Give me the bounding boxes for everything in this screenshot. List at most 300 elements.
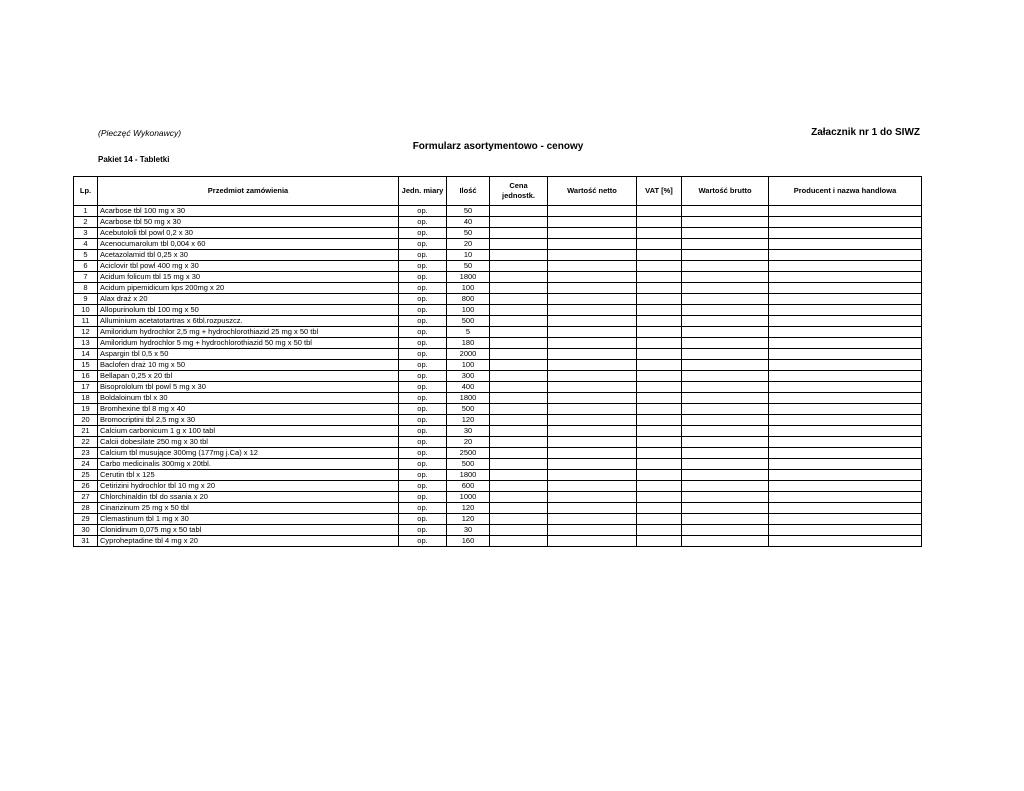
net-value-cell[interactable] xyxy=(548,393,637,404)
quantity: 30 xyxy=(447,426,490,437)
row-number: 7 xyxy=(74,272,98,283)
item-name: Bisoprololum tbl powl 5 mg x 30 xyxy=(98,382,399,393)
table-row xyxy=(74,305,922,316)
vat-cell[interactable] xyxy=(637,338,682,349)
quantity: 2500 xyxy=(447,448,490,459)
producer-cell[interactable] xyxy=(769,426,922,437)
unit-of-measure: op. xyxy=(399,492,447,503)
row-number: 26 xyxy=(74,481,98,492)
item-name: Calcium tbl musujące 300mg (177mg j.Ca) x 12 xyxy=(98,448,399,459)
table-row xyxy=(74,514,922,525)
unit-price-cell[interactable] xyxy=(490,415,548,426)
table-row xyxy=(74,261,922,272)
net-value-cell[interactable] xyxy=(548,250,637,261)
gross-value-cell[interactable] xyxy=(682,404,769,415)
unit-price-cell[interactable] xyxy=(490,316,548,327)
vat-cell[interactable] xyxy=(637,404,682,415)
producer-cell[interactable] xyxy=(769,294,922,305)
unit-price-cell[interactable] xyxy=(490,393,548,404)
row-number: 20 xyxy=(74,415,98,426)
row-number: 19 xyxy=(74,404,98,415)
quantity: 1800 xyxy=(447,470,490,481)
gross-value-cell[interactable] xyxy=(682,382,769,393)
unit-of-measure: op. xyxy=(399,228,447,239)
gross-value-cell[interactable] xyxy=(682,338,769,349)
producer-cell[interactable] xyxy=(769,514,922,525)
gross-value-cell[interactable] xyxy=(682,261,769,272)
unit-price-cell[interactable] xyxy=(490,283,548,294)
gross-value-cell[interactable] xyxy=(682,525,769,536)
vat-cell[interactable] xyxy=(637,360,682,371)
quantity: 50 xyxy=(447,228,490,239)
producer-cell[interactable] xyxy=(769,470,922,481)
gross-value-cell[interactable] xyxy=(682,206,769,217)
row-number: 25 xyxy=(74,470,98,481)
quantity: 120 xyxy=(447,503,490,514)
producer-cell[interactable] xyxy=(769,448,922,459)
unit-price-cell[interactable] xyxy=(490,481,548,492)
table-row xyxy=(74,426,922,437)
item-name: Aciclovir tbl powl 400 mg x 30 xyxy=(98,261,399,272)
table-row xyxy=(74,272,922,283)
gross-value-cell[interactable] xyxy=(682,415,769,426)
net-value-cell[interactable] xyxy=(548,426,637,437)
net-value-cell[interactable] xyxy=(548,305,637,316)
net-value-cell[interactable] xyxy=(548,360,637,371)
vat-cell[interactable] xyxy=(637,206,682,217)
item-name: Bellapan 0,25 x 20 tbl xyxy=(98,371,399,382)
gross-value-cell[interactable] xyxy=(682,294,769,305)
net-value-cell[interactable] xyxy=(548,206,637,217)
table-row xyxy=(74,448,922,459)
unit-price-cell[interactable] xyxy=(490,426,548,437)
item-name: Chlorchinaldin tbl do ssania x 20 xyxy=(98,492,399,503)
producer-cell[interactable] xyxy=(769,338,922,349)
net-value-cell[interactable] xyxy=(548,382,637,393)
table-row xyxy=(74,470,922,481)
net-value-cell[interactable] xyxy=(548,272,637,283)
item-name: Acenocumarolum tbl 0,004 x 60 xyxy=(98,239,399,250)
unit-price-cell[interactable] xyxy=(490,206,548,217)
producer-cell[interactable] xyxy=(769,459,922,470)
producer-cell[interactable] xyxy=(769,415,922,426)
net-value-cell[interactable] xyxy=(548,283,637,294)
gross-value-cell[interactable] xyxy=(682,316,769,327)
vat-cell[interactable] xyxy=(637,415,682,426)
quantity: 1800 xyxy=(447,272,490,283)
item-name: Acarbose tbl 100 mg x 30 xyxy=(98,206,399,217)
table-row xyxy=(74,239,922,250)
row-number: 18 xyxy=(74,393,98,404)
item-name: Cyproheptadine tbl 4 mg x 20 xyxy=(98,536,399,547)
unit-of-measure: op. xyxy=(399,426,447,437)
gross-value-cell[interactable] xyxy=(682,250,769,261)
unit-price-cell[interactable] xyxy=(490,371,548,382)
net-value-cell[interactable] xyxy=(548,481,637,492)
item-name: Clonidinum 0,075 mg x 50 tabl xyxy=(98,525,399,536)
row-number: 30 xyxy=(74,525,98,536)
col-header-unit: Jedn. miary xyxy=(399,177,447,206)
table-row xyxy=(74,481,922,492)
quantity: 5 xyxy=(447,327,490,338)
vat-cell[interactable] xyxy=(637,228,682,239)
col-header-gross-value: Wartość brutto xyxy=(682,177,769,206)
net-value-cell[interactable] xyxy=(548,437,637,448)
producer-cell[interactable] xyxy=(769,393,922,404)
item-name: Calcii dobesilate 250 mg x 30 tbl xyxy=(98,437,399,448)
row-number: 24 xyxy=(74,459,98,470)
gross-value-cell[interactable] xyxy=(682,393,769,404)
unit-price-cell[interactable] xyxy=(490,382,548,393)
table-row xyxy=(74,316,922,327)
row-number: 5 xyxy=(74,250,98,261)
row-number: 15 xyxy=(74,360,98,371)
vat-cell[interactable] xyxy=(637,371,682,382)
row-number: 1 xyxy=(74,206,98,217)
producer-cell[interactable] xyxy=(769,382,922,393)
gross-value-cell[interactable] xyxy=(682,470,769,481)
unit-price-cell[interactable] xyxy=(490,492,548,503)
gross-value-cell[interactable] xyxy=(682,305,769,316)
table-row xyxy=(74,492,922,503)
vat-cell[interactable] xyxy=(637,316,682,327)
unit-of-measure: op. xyxy=(399,316,447,327)
producer-cell[interactable] xyxy=(769,239,922,250)
unit-of-measure: op. xyxy=(399,382,447,393)
table-row xyxy=(74,371,922,382)
item-name: Cerutin tbl x 125 xyxy=(98,470,399,481)
net-value-cell[interactable] xyxy=(548,404,637,415)
col-header-item: Przedmiot zamówienia xyxy=(98,177,399,206)
quantity: 10 xyxy=(447,250,490,261)
quantity: 20 xyxy=(447,239,490,250)
unit-price-cell[interactable] xyxy=(490,349,548,360)
net-value-cell[interactable] xyxy=(548,228,637,239)
unit-of-measure: op. xyxy=(399,283,447,294)
vat-cell[interactable] xyxy=(637,272,682,283)
quantity: 50 xyxy=(447,206,490,217)
gross-value-cell[interactable] xyxy=(682,503,769,514)
item-name: Baclofen draż 10 mg x 50 xyxy=(98,360,399,371)
gross-value-cell[interactable] xyxy=(682,239,769,250)
vat-cell[interactable] xyxy=(637,503,682,514)
page-title: Formularz asortymentowo - cenowy xyxy=(412,141,584,152)
unit-of-measure: op. xyxy=(399,536,447,547)
net-value-cell[interactable] xyxy=(548,294,637,305)
gross-value-cell[interactable] xyxy=(682,371,769,382)
gross-value-cell[interactable] xyxy=(682,437,769,448)
quantity: 100 xyxy=(447,360,490,371)
gross-value-cell[interactable] xyxy=(682,514,769,525)
net-value-cell[interactable] xyxy=(548,470,637,481)
row-number: 4 xyxy=(74,239,98,250)
vat-cell[interactable] xyxy=(637,250,682,261)
producer-cell[interactable] xyxy=(769,371,922,382)
item-name: Bromhexine tbl 8 mg x 40 xyxy=(98,404,399,415)
net-value-cell[interactable] xyxy=(548,239,637,250)
producer-cell[interactable] xyxy=(769,349,922,360)
producer-cell[interactable] xyxy=(769,228,922,239)
vat-cell[interactable] xyxy=(637,349,682,360)
net-value-cell[interactable] xyxy=(548,217,637,228)
gross-value-cell[interactable] xyxy=(682,426,769,437)
vat-cell[interactable] xyxy=(637,536,682,547)
unit-price-cell[interactable] xyxy=(490,327,548,338)
unit-price-cell[interactable] xyxy=(490,360,548,371)
unit-price-cell[interactable] xyxy=(490,514,548,525)
vat-cell[interactable] xyxy=(637,261,682,272)
table-row xyxy=(74,338,922,349)
producer-cell[interactable] xyxy=(769,316,922,327)
quantity: 500 xyxy=(447,316,490,327)
item-name: Calcium carbonicum 1 g x 100 tabl xyxy=(98,426,399,437)
unit-of-measure: op. xyxy=(399,250,447,261)
row-number: 2 xyxy=(74,217,98,228)
unit-of-measure: op. xyxy=(399,481,447,492)
table-row xyxy=(74,283,922,294)
row-number: 16 xyxy=(74,371,98,382)
row-number: 31 xyxy=(74,536,98,547)
vat-cell[interactable] xyxy=(637,437,682,448)
row-number: 23 xyxy=(74,448,98,459)
table-row xyxy=(74,206,922,217)
unit-price-cell[interactable] xyxy=(490,448,548,459)
net-value-cell[interactable] xyxy=(548,371,637,382)
unit-price-cell[interactable] xyxy=(490,437,548,448)
package-label: Pakiet 14 - Tabletki xyxy=(98,155,170,164)
row-number: 9 xyxy=(74,294,98,305)
net-value-cell[interactable] xyxy=(548,492,637,503)
net-value-cell[interactable] xyxy=(548,316,637,327)
vat-cell[interactable] xyxy=(637,382,682,393)
col-header-quantity: Ilość xyxy=(447,177,490,206)
gross-value-cell[interactable] xyxy=(682,228,769,239)
net-value-cell[interactable] xyxy=(548,525,637,536)
producer-cell[interactable] xyxy=(769,305,922,316)
unit-price-cell[interactable] xyxy=(490,459,548,470)
item-name: Acetazolamid tbl 0,25 x 30 xyxy=(98,250,399,261)
net-value-cell[interactable] xyxy=(548,415,637,426)
net-value-cell[interactable] xyxy=(548,448,637,459)
unit-price-cell[interactable] xyxy=(490,217,548,228)
vat-cell[interactable] xyxy=(637,470,682,481)
row-number: 29 xyxy=(74,514,98,525)
vat-cell[interactable] xyxy=(637,525,682,536)
vat-cell[interactable] xyxy=(637,393,682,404)
vat-cell[interactable] xyxy=(637,294,682,305)
unit-of-measure: op. xyxy=(399,448,447,459)
vat-cell[interactable] xyxy=(637,426,682,437)
item-name: Cinarizinum 25 mg x 50 tbl xyxy=(98,503,399,514)
table-row xyxy=(74,349,922,360)
unit-of-measure: op. xyxy=(399,470,447,481)
gross-value-cell[interactable] xyxy=(682,283,769,294)
vat-cell[interactable] xyxy=(637,459,682,470)
unit-of-measure: op. xyxy=(399,371,447,382)
item-name: Acidum folicum tbl 15 mg x 30 xyxy=(98,272,399,283)
row-number: 8 xyxy=(74,283,98,294)
vat-cell[interactable] xyxy=(637,492,682,503)
producer-cell[interactable] xyxy=(769,217,922,228)
col-header-net-value: Wartość netto xyxy=(548,177,637,206)
vat-cell[interactable] xyxy=(637,448,682,459)
quantity: 50 xyxy=(447,261,490,272)
row-number: 6 xyxy=(74,261,98,272)
table-row xyxy=(74,217,922,228)
producer-cell[interactable] xyxy=(769,283,922,294)
table-row xyxy=(74,327,922,338)
row-number: 13 xyxy=(74,338,98,349)
unit-of-measure: op. xyxy=(399,294,447,305)
unit-of-measure: op. xyxy=(399,217,447,228)
net-value-cell[interactable] xyxy=(548,338,637,349)
col-header-unit-price: Cena jednostk. xyxy=(490,177,548,206)
unit-price-cell[interactable] xyxy=(490,294,548,305)
quantity: 120 xyxy=(447,415,490,426)
gross-value-cell[interactable] xyxy=(682,360,769,371)
unit-price-cell[interactable] xyxy=(490,404,548,415)
item-name: Cetirizini hydrochlor tbl 10 mg x 20 xyxy=(98,481,399,492)
net-value-cell[interactable] xyxy=(548,327,637,338)
unit-price-cell[interactable] xyxy=(490,261,548,272)
vat-cell[interactable] xyxy=(637,327,682,338)
table-row xyxy=(74,382,922,393)
item-name: Amiloridum hydrochlor 2,5 mg + hydrochlorothiazid 25 mg x 50 tbl xyxy=(98,327,399,338)
quantity: 100 xyxy=(447,283,490,294)
producer-cell[interactable] xyxy=(769,261,922,272)
unit-price-cell[interactable] xyxy=(490,250,548,261)
row-number: 3 xyxy=(74,228,98,239)
bidder-stamp-label: (Pieczęć Wykonawcy) xyxy=(98,128,182,138)
net-value-cell[interactable] xyxy=(548,349,637,360)
producer-cell[interactable] xyxy=(769,272,922,283)
unit-of-measure: op. xyxy=(399,261,447,272)
unit-price-cell[interactable] xyxy=(490,338,548,349)
quantity: 400 xyxy=(447,382,490,393)
producer-cell[interactable] xyxy=(769,492,922,503)
row-number: 22 xyxy=(74,437,98,448)
gross-value-cell[interactable] xyxy=(682,492,769,503)
producer-cell[interactable] xyxy=(769,206,922,217)
unit-price-cell[interactable] xyxy=(490,503,548,514)
table-row xyxy=(74,393,922,404)
row-number: 27 xyxy=(74,492,98,503)
table-row xyxy=(74,536,922,547)
unit-of-measure: op. xyxy=(399,415,447,426)
vat-cell[interactable] xyxy=(637,514,682,525)
unit-of-measure: op. xyxy=(399,239,447,250)
unit-price-cell[interactable] xyxy=(490,239,548,250)
row-number: 17 xyxy=(74,382,98,393)
row-number: 21 xyxy=(74,426,98,437)
unit-of-measure: op. xyxy=(399,459,447,470)
vat-cell[interactable] xyxy=(637,283,682,294)
item-name: Boldaloinum tbl x 30 xyxy=(98,393,399,404)
producer-cell[interactable] xyxy=(769,437,922,448)
net-value-cell[interactable] xyxy=(548,514,637,525)
quantity: 2000 xyxy=(447,349,490,360)
unit-of-measure: op. xyxy=(399,525,447,536)
quantity: 600 xyxy=(447,481,490,492)
item-name: Clemastinum tbl 1 mg x 30 xyxy=(98,514,399,525)
col-header-producer: Producent i nazwa handlowa xyxy=(769,177,922,206)
gross-value-cell[interactable] xyxy=(682,459,769,470)
table-row xyxy=(74,294,922,305)
table-row xyxy=(74,250,922,261)
producer-cell[interactable] xyxy=(769,250,922,261)
unit-of-measure: op. xyxy=(399,272,447,283)
vat-cell[interactable] xyxy=(637,481,682,492)
gross-value-cell[interactable] xyxy=(682,272,769,283)
table-row xyxy=(74,503,922,514)
row-number: 28 xyxy=(74,503,98,514)
table-row xyxy=(74,404,922,415)
table-header-row xyxy=(74,177,922,206)
gross-value-cell[interactable] xyxy=(682,217,769,228)
table-row xyxy=(74,437,922,448)
net-value-cell[interactable] xyxy=(548,536,637,547)
unit-price-cell[interactable] xyxy=(490,228,548,239)
producer-cell[interactable] xyxy=(769,360,922,371)
gross-value-cell[interactable] xyxy=(682,327,769,338)
producer-cell[interactable] xyxy=(769,503,922,514)
item-name: Alluminium acetatotartras x 6tbl.rozpuszcz. xyxy=(98,316,399,327)
unit-price-cell[interactable] xyxy=(490,536,548,547)
unit-price-cell[interactable] xyxy=(490,470,548,481)
quantity: 500 xyxy=(447,404,490,415)
unit-price-cell[interactable] xyxy=(490,305,548,316)
quantity: 40 xyxy=(447,217,490,228)
quantity: 20 xyxy=(447,437,490,448)
unit-of-measure: op. xyxy=(399,437,447,448)
quantity: 1000 xyxy=(447,492,490,503)
vat-cell[interactable] xyxy=(637,217,682,228)
item-name: Alax draż x 20 xyxy=(98,294,399,305)
vat-cell[interactable] xyxy=(637,305,682,316)
quantity: 1800 xyxy=(447,393,490,404)
col-header-vat: VAT [%] xyxy=(637,177,682,206)
table-row xyxy=(74,228,922,239)
gross-value-cell[interactable] xyxy=(682,536,769,547)
gross-value-cell[interactable] xyxy=(682,349,769,360)
unit-of-measure: op. xyxy=(399,327,447,338)
producer-cell[interactable] xyxy=(769,536,922,547)
producer-cell[interactable] xyxy=(769,327,922,338)
unit-of-measure: op. xyxy=(399,393,447,404)
quantity: 120 xyxy=(447,514,490,525)
gross-value-cell[interactable] xyxy=(682,481,769,492)
gross-value-cell[interactable] xyxy=(682,448,769,459)
quantity: 500 xyxy=(447,459,490,470)
item-name: Allopurinolum tbl 100 mg x 50 xyxy=(98,305,399,316)
price-form-table xyxy=(73,176,922,547)
net-value-cell[interactable] xyxy=(548,503,637,514)
producer-cell[interactable] xyxy=(769,404,922,415)
producer-cell[interactable] xyxy=(769,481,922,492)
col-header-lp: Lp. xyxy=(74,177,98,206)
unit-of-measure: op. xyxy=(399,206,447,217)
table-row xyxy=(74,459,922,470)
producer-cell[interactable] xyxy=(769,525,922,536)
net-value-cell[interactable] xyxy=(548,261,637,272)
unit-of-measure: op. xyxy=(399,404,447,415)
vat-cell[interactable] xyxy=(637,239,682,250)
attachment-label: Załacznik nr 1 do SIWZ xyxy=(811,127,920,138)
unit-price-cell[interactable] xyxy=(490,272,548,283)
net-value-cell[interactable] xyxy=(548,459,637,470)
unit-price-cell[interactable] xyxy=(490,525,548,536)
item-name: Carbo medicinalis 300mg x 20tbl. xyxy=(98,459,399,470)
